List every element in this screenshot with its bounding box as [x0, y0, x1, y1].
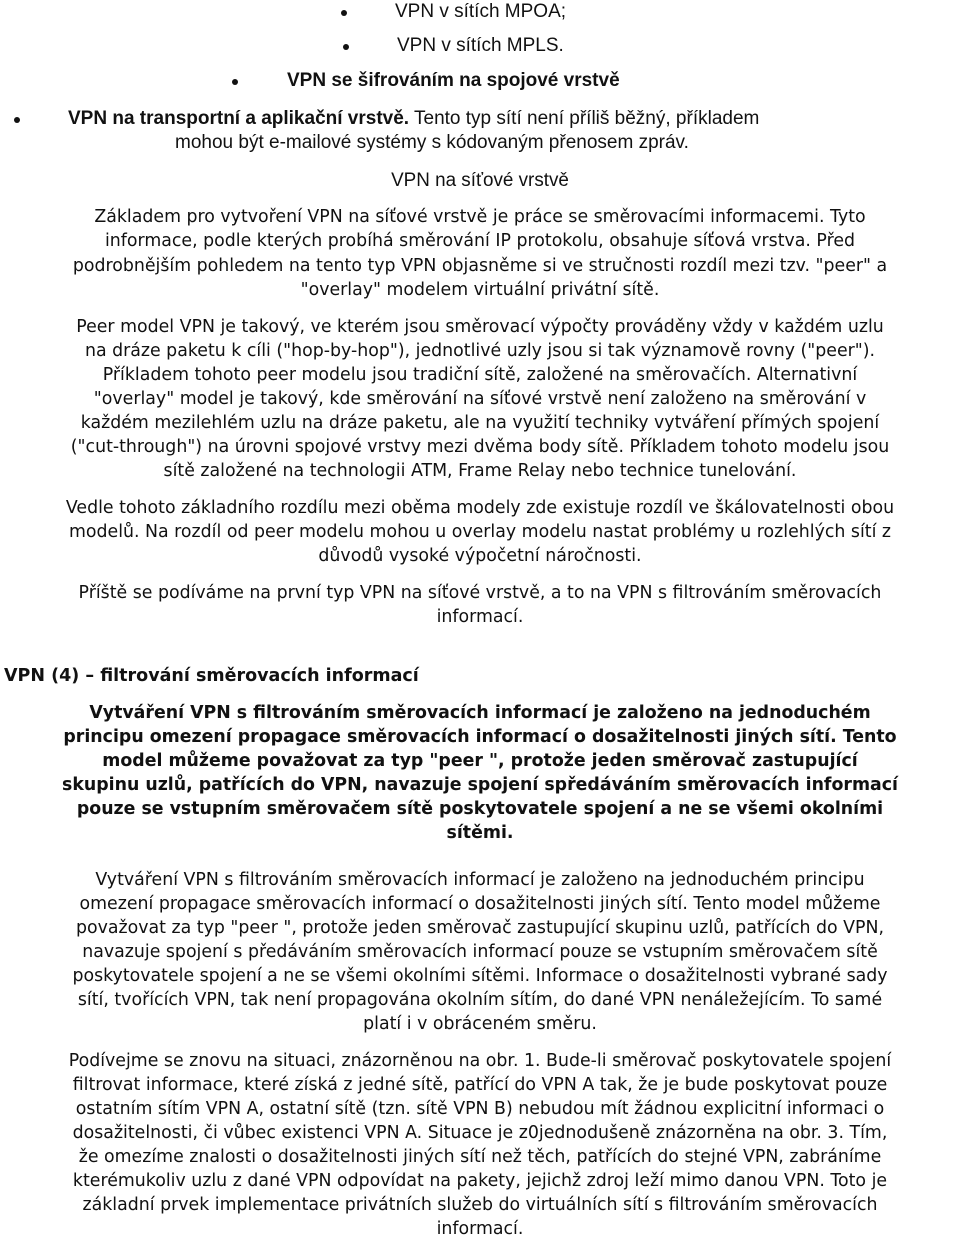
- text-line: sítí, tvořících VPN, tak není propagována okolním sítím, do dané VPN nenáležejícím. To samé: [77, 990, 883, 1010]
- text-line: sítě založené na technologii ATM, Frame Relay nebo technice tunelování.: [163, 461, 797, 481]
- list-item-continuation: mohou být e-mailové systémy s kódovaným přenosem zpráv.: [175, 132, 689, 153]
- text-line: ostatním sítím VPN A, ostatní sítě (tzn. sítě VPN B) nebudou mít žádnou explicitní informaci o: [75, 1099, 885, 1119]
- list-item-text: Tento typ sítí není příliš běžný, příkladem: [409, 108, 760, 129]
- text-line: Příště se podíváme na první typ VPN na síťové vrstvě, a to na VPN s filtrováním směrovacích: [78, 583, 882, 603]
- text-line: modelů. Na rozdíl od peer modelu mohou u overlay modelu nastat problémy u rozlehlých sítí z: [68, 522, 892, 542]
- text-line: Základem pro vytvoření VPN na síťové vrstvě je práce se směrovacími informacemi. Tyto: [94, 207, 866, 227]
- text-line: podrobnějším pohledem na tento typ VPN objasněme si ve stručnosti rozdíl mezi tzv. "peer" a: [72, 256, 888, 276]
- text-line: důvodů vysoké výpočetní náročnosti.: [318, 546, 642, 566]
- text-line: základní prvek implementace privátních služeb do virtuálních sítí s filtrováním směrovacích: [82, 1195, 878, 1215]
- text-line: sítěmi.: [446, 823, 514, 843]
- text-line: principu omezení propagace směrovacích informací o dosažitelnosti jiných sítí. Tento: [63, 727, 897, 747]
- text-line: že omezíme znalosti o dosažitelnosti jiných sítí než těch, patřících do stejné VPN, zabráníme: [78, 1147, 882, 1167]
- bullet-icon: [343, 44, 349, 50]
- text-line: dosažitelnosti, či vůbec existenci VPN A. Situace je z0jednodušeně znázorněna na obr. 3. Tím,: [72, 1123, 888, 1143]
- text-line: kterémukoliv uzlu z dané VPN odpovídat na pakety, jejichž zdroj leží mimo danou VPN. Toto je: [72, 1171, 888, 1191]
- text-line: Podívejme se znovu na situaci, znázorněnou na obr. 1. Bude-li směrovač poskytovatele spojení: [68, 1051, 892, 1071]
- bullet-icon: [232, 79, 238, 85]
- list-item: VPN v sítích MPOA;: [395, 1, 567, 22]
- text-line: informací.: [436, 607, 524, 627]
- text-line: pouze se vstupním směrovačem sítě poskytovatele spojení a ne se všemi okolními: [76, 799, 884, 819]
- text-line: Vytváření VPN s filtrováním směrovacích informací je založeno na jednoduchém: [89, 703, 871, 723]
- text-line: Peer model VPN je takový, ve kterém jsou směrovací výpočty prováděny vždy v každém uzlu: [76, 317, 884, 337]
- text-line: na dráze paketu k cíli ("hop-by-hop"), jednotlivé uzly jsou si tak významově rovny ("peer").: [84, 341, 876, 361]
- section-heading: VPN na síťové vrstvě: [391, 170, 569, 191]
- text-line: "overlay" modelem virtuální privátní sítě.: [300, 280, 660, 300]
- text-line: platí i v obráceném směru.: [363, 1014, 597, 1034]
- text-line: ("cut-through") na úrovni spojové vrstvy mezi dvěma body sítě. Příkladem tohoto modelu jsou: [70, 437, 890, 457]
- text-line: informace, podle kterých probíhá směrování IP protokolu, obsahuje síťová vrstva. Před: [104, 231, 856, 251]
- list-item: VPN se šifrováním na spojové vrstvě: [287, 70, 620, 91]
- text-line: Příkladem tohoto peer modelu jsou tradiční sítě, založené na směrovačích. Alternativní: [102, 365, 858, 385]
- text-line: Vedle tohoto základního rozdílu mezi oběma modely zde existuje rozdíl ve škálovatelnosti obou: [65, 498, 895, 518]
- text-line: navazuje spojení s předáváním směrovacích informací pouze se vstupním směrovačem sítě: [82, 942, 878, 962]
- bullet-icon: [14, 117, 20, 123]
- text-line: "overlay" model je takový, kde směrování na síťové vrstvě není založeno na směrování v: [93, 389, 867, 409]
- text-line: skupinu uzlů, patřících do VPN, navazuje spojení spředáváním směrovacích informací: [61, 775, 899, 795]
- text-line: Vytváření VPN s filtrováním směrovacích informací je založeno na jednoduchém principu: [95, 870, 865, 890]
- text-line: filtrovat informace, které získá z jedné sítě, patřící do VPN A tak, že je bude poskytovat pouze: [72, 1075, 888, 1095]
- section-heading: VPN (4) – filtrování směrovacích informací: [4, 666, 419, 686]
- text-line: poskytovatele spojení a ne se všemi okolními sítěmi. Informace o dosažitelnosti vybrané sady: [72, 966, 888, 986]
- text-line: informací.: [436, 1219, 524, 1239]
- list-item: [68, 108, 759, 130]
- list-item: VPN v sítích MPLS.: [397, 35, 564, 56]
- bullet-icon: [341, 10, 347, 16]
- text-line: model můžeme považovat za typ "peer ", protože jeden směrovač zastupující: [102, 751, 858, 771]
- text-line: omezení propagace směrovacích informací o dosažitelnosti jiných sítí. Tento model můžeme: [79, 894, 881, 914]
- list-item-bold: VPN na transportní a aplikační vrstvě.: [68, 108, 410, 129]
- text-line: každém mezilehlém uzlu na dráze paketu, ale na využití techniky vytváření přímých spojení: [80, 413, 880, 433]
- text-line: považovat za typ "peer ", protože jeden směrovač zastupující skupinu uzlů, patřících do VPN,: [76, 918, 884, 938]
